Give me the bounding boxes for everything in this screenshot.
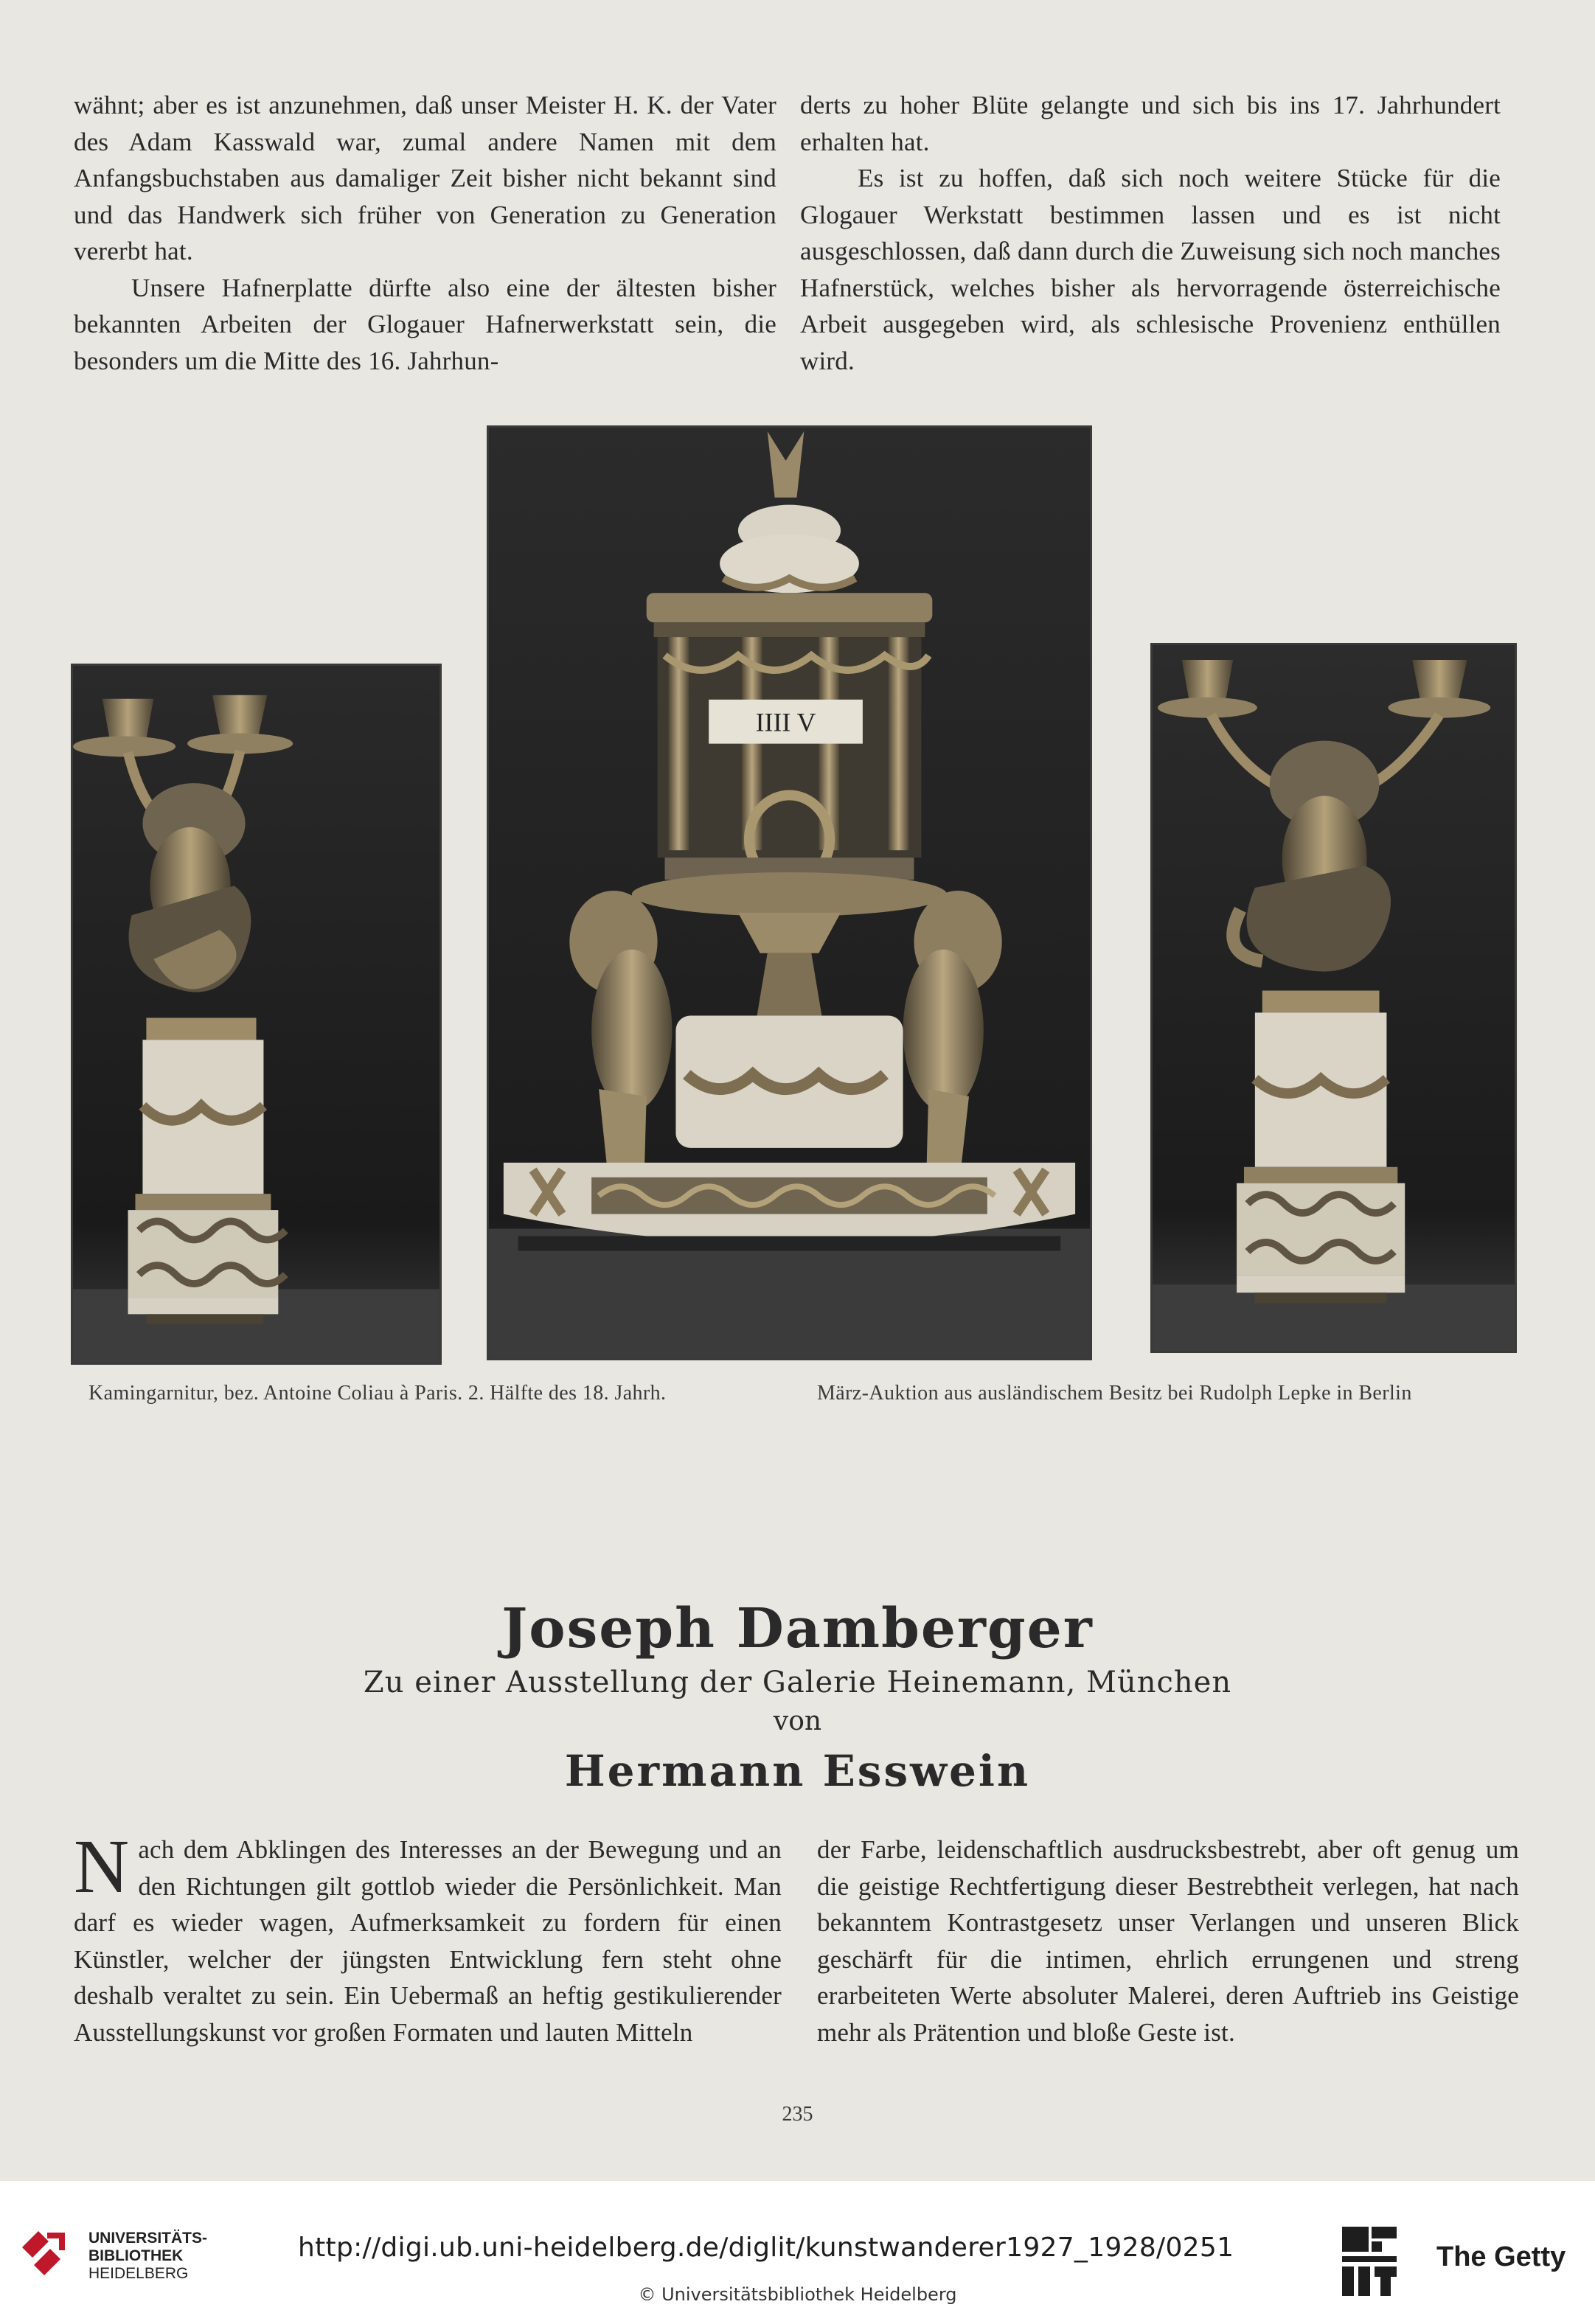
heidelberg-library-logo-icon [16, 2225, 72, 2281]
clock-numerals: IIII V [755, 707, 816, 737]
candelabrum-left-photo [71, 664, 442, 1365]
candelabrum-left-illustration [73, 666, 439, 1363]
paragraph: derts zu hoher Blüte gelangte und sich bis ins 17. Jahrhundert erhalten hat. [800, 91, 1501, 156]
paragraph: Unsere Hafnerplatte dürfte also eine der ältesten bisher bekannten Arbeiten der Glogauer Hafnerwerkstatt sein, die besonders um die Mitte des 16. Jahrhun- [74, 273, 776, 375]
getty-wordmark: The Getty [1436, 2241, 1566, 2272]
top-right-column [800, 87, 1501, 379]
article-title: Joseph Damberger [501, 1597, 1094, 1660]
drop-cap: N [74, 1824, 130, 1909]
article-subtitle: Zu einer Ausstellung der Galerie Heinemann, München [363, 1666, 1232, 1699]
copyright-notice: © Universitätsbibliothek Heidelberg [638, 2284, 957, 2305]
page-number: 235 [782, 2103, 813, 2126]
article-right-column [817, 1831, 1519, 2050]
candelabrum-right-illustration [1153, 645, 1515, 1351]
paragraph: wähnt; aber es ist anzunehmen, daß unser Meister H. K. der Vater des Adam Kasswald war, zumal andere Namen mit dem Anfangsbuchstaben aus damaliger Zeit bisher nicht bekannt sind und das Handwerk sich früher von Generation zu Generation vererbt hat. [74, 91, 776, 265]
getty-logo-icon [1339, 2224, 1400, 2303]
paragraph: Es ist zu hoffen, daß sich noch weitere Stücke für die Glogauer Werkstatt bestimmen lassen und es ist nicht ausgeschlossen, daß dann durch die Zuweisung sich noch manches Hafnerstück, welches bisher als hervorragende österreichische Arbeit ausgegeben wird, als schlesische Provenienz enthüllen wird. [800, 164, 1501, 375]
library-name: UNIVERSITÄTS- BIBLIOTHEK HEIDELBERG [88, 2230, 208, 2282]
photo-caption-right: März-Auktion aus ausländischem Besitz bei Rudolph Lepke in Berlin [817, 1382, 1412, 1405]
mantel-clock-photo [487, 425, 1092, 1360]
article-left-text: ach dem Abklingen des Interesses an der Bewegung und an den Richtungen gilt gottlob wieder die Persönlichkeit. Man darf es wieder wagen, Aufmerksamkeit zu fordern für einen Künstler, welcher der jüngsten Entwicklung fern steht ohne deshalb veraltet zu sein. Ein Uebermaß an heftig gestikulierender Ausstellungskunst vor großen Formaten und lauten Mitteln [74, 1835, 782, 2047]
photo-caption-left: Kamingarnitur, bez. Antoine Coliau à Paris. 2. Hälfte des 18. Jahrh. [88, 1382, 667, 1405]
article-left-column [74, 1824, 782, 2050]
digitization-footer [0, 2181, 1595, 2324]
mantel-clock-illustration [489, 428, 1090, 1358]
top-left-column [74, 87, 776, 379]
article-byline-von: von [773, 1706, 822, 1736]
article-right-text: der Farbe, leidenschaftlich ausdrucksbestrebt, aber oft genug um die geistige Rechtfertigung dieser Bestrebtheit verlegen, hat nach bekanntem Kontrastgesetz unser Verlangen und unseren Blick geschärft für die intimen, ehrlich errungenen und streng erarbeiteten Werte absoluter Malerei, deren Auftrieb ins Geistige mehr als Prätention und bloße Geste ist. [817, 1835, 1519, 2047]
candelabrum-right-photo [1150, 643, 1517, 1353]
source-url-link[interactable]: http://digi.ub.uni-heidelberg.de/diglit/kunstwanderer1927_1928/0251 [298, 2233, 1234, 2263]
article-author: Hermann Esswein [564, 1746, 1031, 1796]
